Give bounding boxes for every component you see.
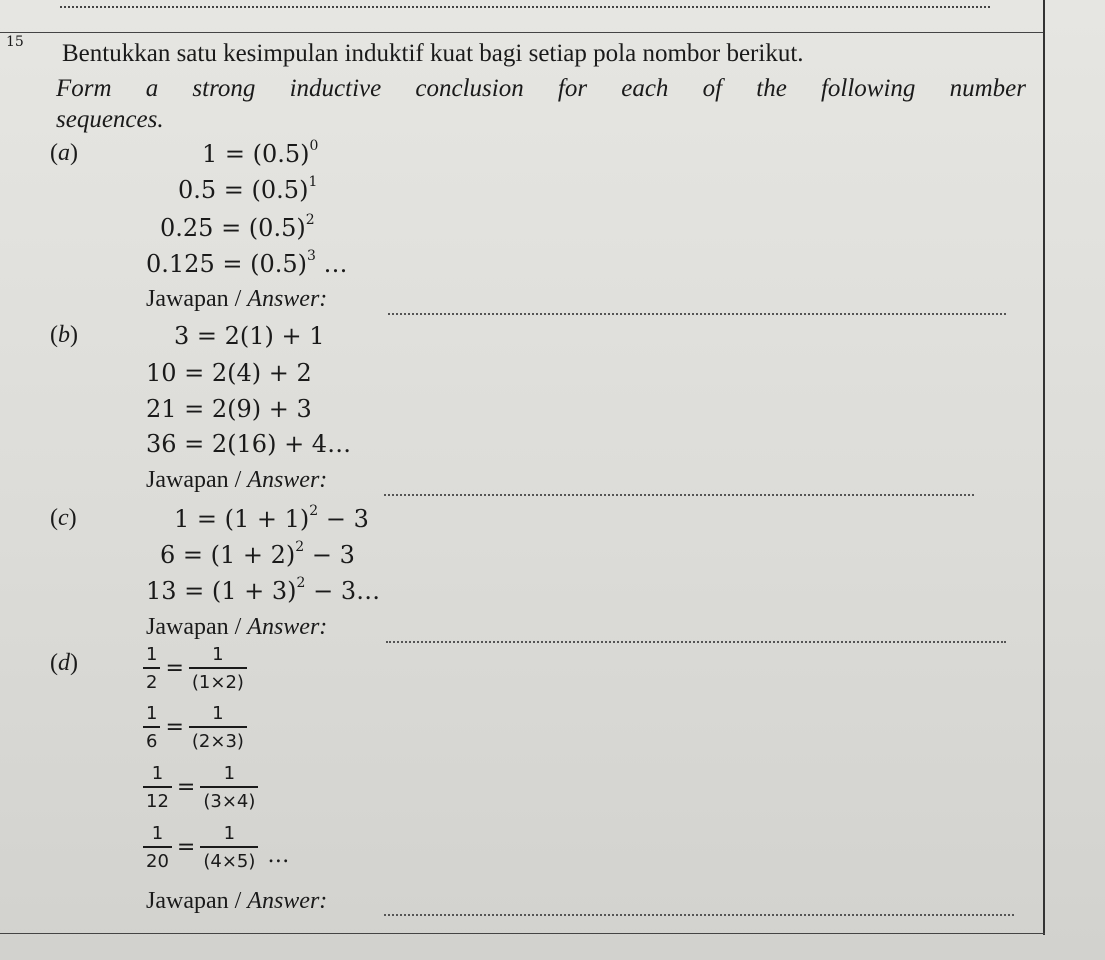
bottom-rule — [0, 933, 1045, 934]
part-a-equation: $0.125 = (0.5)^3$ … — [146, 248, 348, 278]
instruction-english-cont: sequences. — [56, 106, 164, 133]
question-number: 15 — [6, 34, 24, 50]
fraction: $\frac{1}{(2\times 3)}$ — [189, 703, 247, 752]
part-a-answer-line[interactable] — [388, 313, 1006, 315]
fraction: $\frac{1}{(1\times 2)}$ — [189, 644, 247, 693]
part-b-label: (b) — [50, 322, 78, 348]
part-a-equation: $0.25 = (0.5)^2$ — [160, 212, 315, 242]
right-margin-rule — [1043, 0, 1045, 935]
part-b-equation: 3 = 2(1) + 1 — [174, 322, 325, 350]
fraction: $\frac{1}{(3\times 4)}$ — [200, 763, 258, 812]
instruction-malay: Bentukkan satu kesimpulan induktif kuat bagi setiap pola nombor berikut. — [62, 40, 804, 67]
part-a-answer-label: Jawapan / Answer: — [146, 286, 328, 312]
part-b-answer-line[interactable] — [384, 494, 974, 496]
fraction: $\frac{1}{(4\times 5)}$ — [200, 823, 258, 872]
fraction: $\frac{1}{20}$ — [143, 823, 172, 872]
fraction: $\frac{1}{6}$ — [143, 703, 160, 752]
fraction: $\frac{1}{2}$ — [143, 644, 160, 693]
fraction: $\frac{1}{12}$ — [143, 763, 172, 812]
part-b-equation: 36 = 2(16) + 4… — [146, 430, 352, 458]
part-d-label: (d) — [50, 650, 78, 676]
part-c-answer-line[interactable] — [386, 641, 1006, 643]
part-d-equation: $\frac{1}{2}$ = $\frac{1}{(1\times 2)}$ — [140, 644, 256, 693]
part-c-equation: $1 = (1 + 1)^2 - 3$ — [174, 503, 369, 533]
part-a-equation: $1 = (0.5)^0$ — [202, 138, 319, 168]
instruction-english: Form a strong inductive conclusion for each of the following number — [56, 75, 1026, 102]
part-b-equation: 10 = 2(4) + 2 — [146, 359, 312, 387]
part-c-equation: $6 = (1 + 2)^2 - 3$ — [160, 539, 355, 569]
part-b-equation: 21 = 2(9) + 3 — [146, 395, 312, 423]
part-c-answer-label: Jawapan / Answer: — [146, 614, 328, 640]
part-a-equation: $0.5 = (0.5)^1$ — [178, 174, 318, 204]
part-c-label: (c) — [50, 505, 77, 531]
part-a-label: (a) — [50, 140, 78, 166]
top-rule — [0, 32, 1043, 33]
part-d-equation: $\frac{1}{6}$ = $\frac{1}{(2\times 3)}$ — [140, 703, 256, 752]
part-c-equation: $13 = (1 + 3)^2$ − 3… — [146, 575, 381, 605]
top-dotted-line — [60, 6, 990, 8]
part-d-equation: $\frac{1}{12}$ = $\frac{1}{(3\times 4)}$ — [140, 763, 267, 812]
part-d-equation: $\frac{1}{20}$ = $\frac{1}{(4\times 5)}$ … — [140, 823, 289, 872]
part-d-answer-label: Jawapan / Answer: — [146, 888, 328, 914]
part-b-answer-label: Jawapan / Answer: — [146, 467, 328, 493]
part-d-answer-line[interactable] — [384, 914, 1014, 916]
